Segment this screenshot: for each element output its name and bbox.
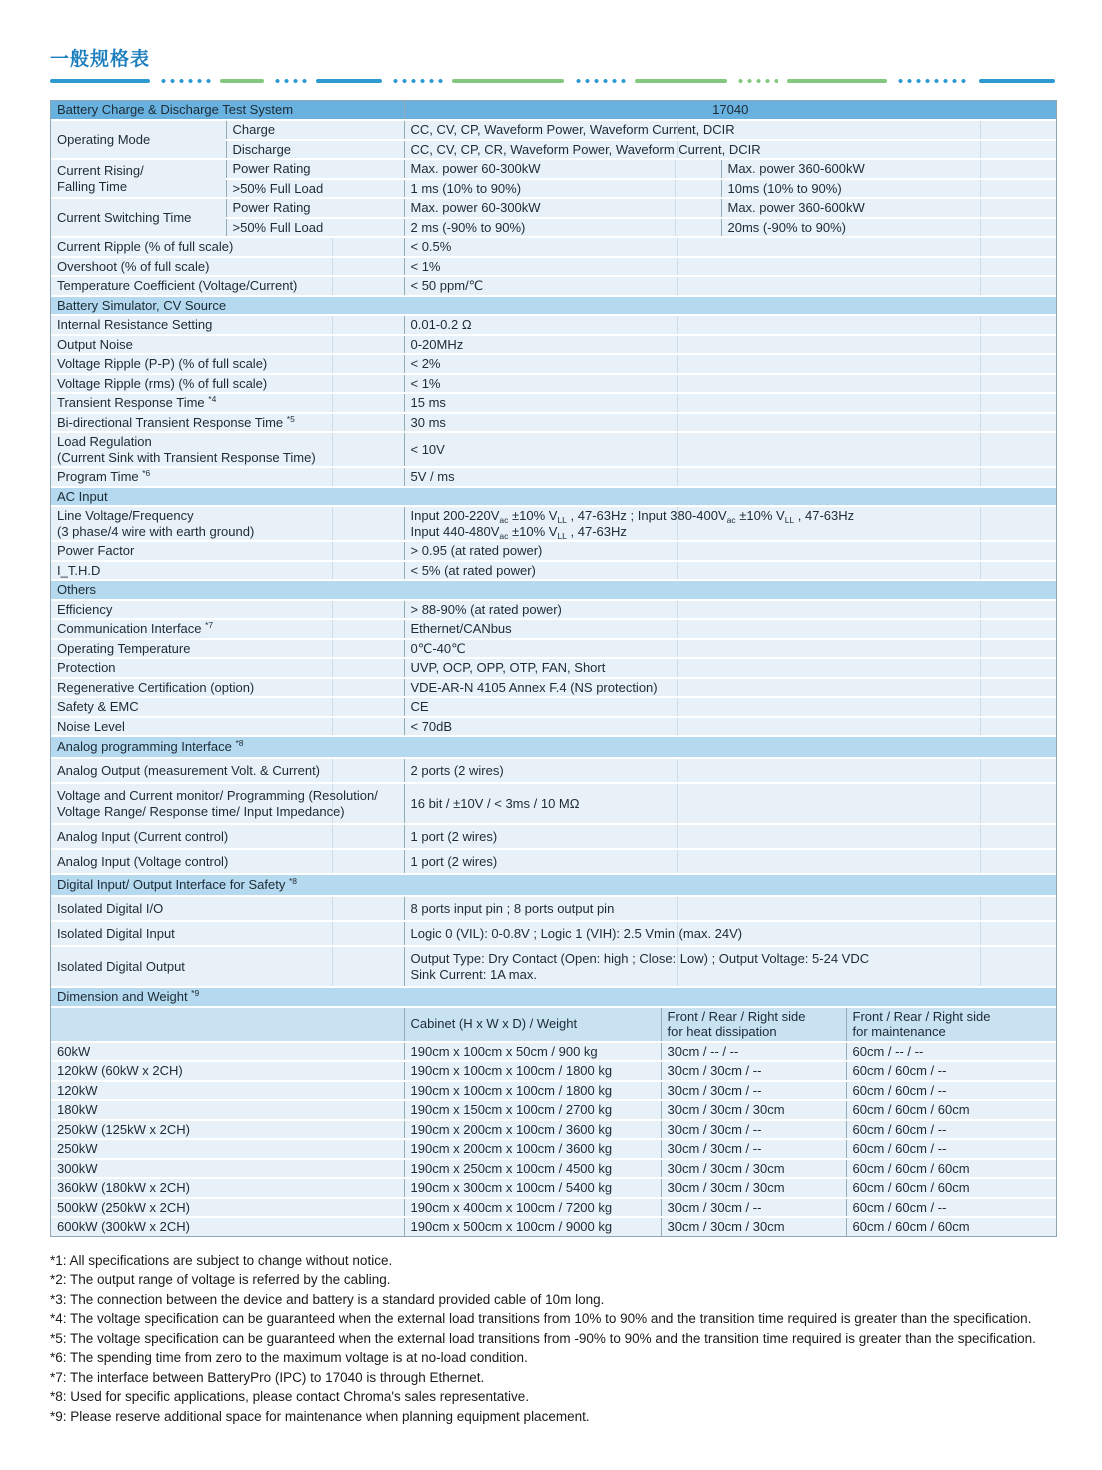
- value-cell: 0.01-0.2 Ω: [404, 315, 1056, 335]
- model-power-cell: 60kW: [51, 1042, 404, 1062]
- sublabel-cell: Power Rating: [226, 159, 404, 179]
- label-cell: Line Voltage/Frequency (3 phase/4 wire with earth ground): [51, 506, 404, 541]
- model-power-cell: 120kW: [51, 1081, 404, 1101]
- spec-row: [51, 758, 1056, 783]
- model-power-cell: 250kW (125kW x 2CH): [51, 1120, 404, 1140]
- footnotes: [50, 1251, 1055, 1427]
- label-cell: Overshoot (% of full scale): [51, 257, 404, 277]
- maintenance-clearance-cell: 60cm / 60cm / 60cm: [846, 1178, 1056, 1198]
- label-cell: Current Rising/ Falling Time: [51, 159, 226, 198]
- maintenance-clearance-cell: 60cm / 60cm / --: [846, 1198, 1056, 1218]
- heat-clearance-cell: 30cm / 30cm / --: [661, 1139, 846, 1159]
- table-title-row: [51, 101, 1056, 120]
- spec-row: [51, 600, 1056, 620]
- spec-row: [51, 432, 1056, 467]
- heat-clearance-cell: 30cm / 30cm / 30cm: [661, 1159, 846, 1179]
- value-cell: 16 bit / ±10V / < 3ms / 10 MΩ: [404, 783, 1056, 824]
- model-power-cell: 180kW: [51, 1100, 404, 1120]
- footnote: *1: All specifications are subject to change without notice.: [50, 1252, 393, 1268]
- value-cell: < 5% (at rated power): [404, 561, 1056, 581]
- heat-clearance-cell: 30cm / 30cm / 30cm: [661, 1178, 846, 1198]
- value-cell: 2 ports (2 wires): [404, 758, 1056, 783]
- value-cell: < 10V: [404, 432, 1056, 467]
- label-cell: Communication Interface $^{*7}$: [51, 619, 404, 639]
- spec-row: [51, 541, 1056, 561]
- value-cell: 5V / ms: [404, 467, 1056, 487]
- section-title-cell: Others: [51, 580, 1056, 600]
- maintenance-clearance-cell: 60cm / 60cm / 60cm: [846, 1217, 1056, 1236]
- label-cell: Voltage Ripple (P-P) (% of full scale): [51, 354, 404, 374]
- spec-row: [51, 946, 1056, 987]
- spec-row: [51, 921, 1056, 946]
- section-header-row: [51, 874, 1056, 896]
- dimension-header-row: [51, 1007, 1056, 1042]
- sublabel-cell: >50% Full Load: [226, 218, 404, 238]
- column-header-cell: Front / Rear / Right side for maintenance: [846, 1007, 1056, 1042]
- spec-row: [51, 896, 1056, 921]
- section-header-row: [51, 988, 1056, 1007]
- dimension-row: [51, 1198, 1056, 1218]
- label-cell: Bi-directional Transient Response Time $^{*5}$: [51, 413, 404, 433]
- spec-row: [51, 198, 1056, 218]
- spec-row: [51, 393, 1056, 413]
- maintenance-clearance-cell: 60cm / -- / --: [846, 1042, 1056, 1062]
- spec-row: [51, 276, 1056, 296]
- label-cell: Analog Input (Current control): [51, 824, 404, 849]
- value-cell: < 70dB: [404, 717, 1056, 737]
- value-cell: VDE-AR-N 4105 Annex F.4 (NS protection): [404, 678, 1056, 698]
- label-cell: Voltage Ripple (rms) (% of full scale): [51, 374, 404, 394]
- value-cell: 1 ms (10% to 90%): [404, 179, 721, 199]
- footnote: *7: The interface between BatteryPro (IPC) to 17040 is through Ethernet.: [50, 1369, 485, 1385]
- spec-row: [51, 824, 1056, 849]
- section-header-row: [51, 580, 1056, 600]
- label-cell: Analog Input (Voltage control): [51, 849, 404, 874]
- footnote: *9: Please reserve additional space for maintenance when planning equipment placement.: [50, 1408, 590, 1424]
- label-cell: Analog Output (measurement Volt. & Current): [51, 758, 404, 783]
- spec-row: [51, 678, 1056, 698]
- page-title: 一般规格表: [50, 49, 151, 70]
- spec-row: [51, 506, 1056, 541]
- value-cell: < 1%: [404, 257, 1056, 277]
- heat-clearance-cell: 30cm / 30cm / --: [661, 1120, 846, 1140]
- value-cell: 2 ms (-90% to 90%): [404, 218, 721, 238]
- value-cell: Max. power 360-600kW: [721, 198, 1056, 218]
- model-power-cell: 360kW (180kW x 2CH): [51, 1178, 404, 1198]
- heat-clearance-cell: 30cm / 30cm / 30cm: [661, 1217, 846, 1236]
- dimension-row: [51, 1217, 1056, 1236]
- model-power-cell: 500kW (250kW x 2CH): [51, 1198, 404, 1218]
- spec-row: [51, 561, 1056, 581]
- dimension-row: [51, 1139, 1056, 1159]
- heat-clearance-cell: 30cm / -- / --: [661, 1042, 846, 1062]
- label-cell: Safety & EMC: [51, 697, 404, 717]
- spec-row: [51, 315, 1056, 335]
- label-cell: Output Noise: [51, 335, 404, 355]
- value-cell: 0-20MHz: [404, 335, 1056, 355]
- model-power-cell: 300kW: [51, 1159, 404, 1179]
- cabinet-cell: 190cm x 300cm x 100cm / 5400 kg: [404, 1178, 661, 1198]
- label-cell: I_T.H.D: [51, 561, 404, 581]
- label-cell: Operating Mode: [51, 120, 226, 159]
- label-cell: Isolated Digital Output: [51, 946, 404, 987]
- section-title-cell: Analog programming Interface $^{*8}$: [51, 736, 1056, 758]
- label-cell: Isolated Digital Input: [51, 921, 404, 946]
- label-cell: Transient Response Time $^{*4}$: [51, 393, 404, 413]
- value-cell: < 0.5%: [404, 237, 1056, 257]
- spec-row: [51, 619, 1056, 639]
- label-cell: Noise Level: [51, 717, 404, 737]
- spec-table-dimensions: [51, 988, 1056, 1236]
- footnote: *5: The voltage specification can be guaranteed when the external load transitions from -90% to 90% and the transition time required is greater than the specification.: [50, 1330, 1036, 1346]
- value-cell: > 88-90% (at rated power): [404, 600, 1056, 620]
- dimension-row: [51, 1100, 1056, 1120]
- label-cell: Isolated Digital I/O: [51, 896, 404, 921]
- sublabel-cell: Power Rating: [226, 198, 404, 218]
- dimension-row: [51, 1061, 1056, 1081]
- section-header-row: [51, 296, 1056, 316]
- value-cell: Max. power 360-600kW: [721, 159, 1056, 179]
- value-cell: 15 ms: [404, 393, 1056, 413]
- diagonal-blank-cell: [51, 1007, 404, 1042]
- model-power-cell: 600kW (300kW x 2CH): [51, 1217, 404, 1236]
- column-header-cell: Front / Rear / Right side for heat dissipation: [661, 1007, 846, 1042]
- footnote: *2: The output range of voltage is referred by the cabling.: [50, 1272, 391, 1287]
- label-cell: Internal Resistance Setting: [51, 315, 404, 335]
- footnote: *3: The connection between the device and battery is a standard provided cable of 10m long.: [50, 1291, 605, 1307]
- cabinet-cell: 190cm x 250cm x 100cm / 4500 kg: [404, 1159, 661, 1179]
- heat-clearance-cell: 30cm / 30cm / --: [661, 1061, 846, 1081]
- model-number-cell: 17040: [404, 101, 1056, 120]
- spec-row: [51, 467, 1056, 487]
- spec-row: [51, 697, 1056, 717]
- label-cell: Power Factor: [51, 541, 404, 561]
- spec-row: [51, 237, 1056, 257]
- value-cell: UVP, OCP, OPP, OTP, FAN, Short: [404, 658, 1056, 678]
- cabinet-cell: 190cm x 100cm x 50cm / 900 kg: [404, 1042, 661, 1062]
- maintenance-clearance-cell: 60cm / 60cm / --: [846, 1139, 1056, 1159]
- label-cell: Current Ripple (% of full scale): [51, 237, 404, 257]
- maintenance-clearance-cell: 60cm / 60cm / --: [846, 1120, 1056, 1140]
- product-name-cell: Battery Charge & Discharge Test System: [51, 101, 404, 120]
- value-cell: 30 ms: [404, 413, 1056, 433]
- label-cell: Voltage and Current monitor/ Programming (Resolution/ Voltage Range/ Response time/ Input Impedance): [51, 783, 404, 824]
- spec-row: [51, 658, 1056, 678]
- label-cell: Load Regulation (Current Sink with Transient Response Time): [51, 432, 404, 467]
- maintenance-clearance-cell: 60cm / 60cm / --: [846, 1061, 1056, 1081]
- footnote: *8: Used for specific applications, please contact Chroma's sales representative.: [50, 1389, 530, 1404]
- cabinet-cell: 190cm x 200cm x 100cm / 3600 kg: [404, 1139, 661, 1159]
- sublabel-cell: >50% Full Load: [226, 179, 404, 199]
- value-cell: CC, CV, CP, Waveform Power, Waveform Current, DCIR: [404, 120, 1056, 140]
- spec-row: [51, 159, 1056, 179]
- spec-row: [51, 335, 1056, 355]
- model-power-cell: 120kW (60kW x 2CH): [51, 1061, 404, 1081]
- section-header-row: [51, 736, 1056, 758]
- spec-row: [51, 354, 1056, 374]
- value-cell: Ethernet/CANbus: [404, 619, 1056, 639]
- footnote: *6: The spending time from zero to the maximum voltage is at no-load condition.: [50, 1350, 528, 1365]
- value-cell: 0℃-40℃: [404, 639, 1056, 659]
- dimension-row: [51, 1042, 1056, 1062]
- spec-row: [51, 374, 1056, 394]
- spec-row: [51, 639, 1056, 659]
- value-cell: < 1%: [404, 374, 1056, 394]
- spec-row: [51, 120, 1056, 140]
- value-cell: 20ms (-90% to 90%): [721, 218, 1056, 238]
- sublabel-cell: Charge: [226, 120, 404, 140]
- dimension-row: [51, 1159, 1056, 1179]
- value-cell: 1 port (2 wires): [404, 824, 1056, 849]
- value-cell: Input $200-220V_{ac} \pm 10\%$ $V_{LL}$ , 47-63Hz ; Input $380-400V_{ac} \pm 10\%$ $V_{LL}$ , 47-63Hz Input $440-480V_{ac} \pm 10\%$ $V_{LL}$ , 47-63Hz: [404, 506, 1056, 541]
- section-title-cell: Digital Input/ Output Interface for Safety $^{*8}$: [51, 874, 1056, 896]
- dimension-row: [51, 1081, 1056, 1101]
- value-cell: < 50 ppm/℃: [404, 276, 1056, 296]
- maintenance-clearance-cell: 60cm / 60cm / --: [846, 1081, 1056, 1101]
- cabinet-cell: 190cm x 500cm x 100cm / 9000 kg: [404, 1217, 661, 1236]
- heat-clearance-cell: 30cm / 30cm / --: [661, 1198, 846, 1218]
- dimension-row: [51, 1178, 1056, 1198]
- decorative-divider: [50, 78, 1055, 83]
- heat-clearance-cell: 30cm / 30cm / 30cm: [661, 1100, 846, 1120]
- value-cell: CE: [404, 697, 1056, 717]
- footnote: *4: The voltage specification can be guaranteed when the external load transitions from 10% to 90% and the transition time required is greater than the specification.: [50, 1311, 1032, 1326]
- value-cell: Output Type: Dry Contact (Open: high ; Close: Low) ; Output Voltage: 5-24 VDC Sink Current: 1A max.: [404, 946, 1056, 987]
- heat-clearance-cell: 30cm / 30cm / --: [661, 1081, 846, 1101]
- label-cell: Current Switching Time: [51, 198, 226, 237]
- spec-table: [50, 100, 1057, 1237]
- value-cell: Max. power 60-300kW: [404, 159, 721, 179]
- label-cell: Program Time $^{*6}$: [51, 467, 404, 487]
- cabinet-cell: 190cm x 100cm x 100cm / 1800 kg: [404, 1061, 661, 1081]
- label-cell: Protection: [51, 658, 404, 678]
- spec-row: [51, 257, 1056, 277]
- maintenance-clearance-cell: 60cm / 60cm / 60cm: [846, 1100, 1056, 1120]
- column-header-cell: Cabinet (H x W x D) / Weight: [404, 1007, 661, 1042]
- maintenance-clearance-cell: 60cm / 60cm / 60cm: [846, 1159, 1056, 1179]
- value-cell: CC, CV, CP, CR, Waveform Power, Waveform Current, DCIR: [404, 140, 1056, 160]
- spec-row: [51, 783, 1056, 824]
- spec-table-main: [51, 101, 1056, 988]
- value-cell: Logic 0 (VIL): 0-0.8V ; Logic 1 (VIH): 2.5 Vmin (max. 24V): [404, 921, 1056, 946]
- label-cell: Operating Temperature: [51, 639, 404, 659]
- cabinet-cell: 190cm x 200cm x 100cm / 3600 kg: [404, 1120, 661, 1140]
- label-cell: Regenerative Certification (option): [51, 678, 404, 698]
- model-power-cell: 250kW: [51, 1139, 404, 1159]
- section-title-cell: Battery Simulator, CV Source: [51, 296, 1056, 316]
- value-cell: 8 ports input pin ; 8 ports output pin: [404, 896, 1056, 921]
- dimension-row: [51, 1120, 1056, 1140]
- cabinet-cell: 190cm x 400cm x 100cm / 7200 kg: [404, 1198, 661, 1218]
- label-cell: Efficiency: [51, 600, 404, 620]
- value-cell: Max. power 60-300kW: [404, 198, 721, 218]
- label-cell: Temperature Coefficient (Voltage/Current): [51, 276, 404, 296]
- value-cell: > 0.95 (at rated power): [404, 541, 1056, 561]
- section-header-row: [51, 487, 1056, 507]
- section-title-cell: AC Input: [51, 487, 1056, 507]
- cabinet-cell: 190cm x 150cm x 100cm / 2700 kg: [404, 1100, 661, 1120]
- spec-row: [51, 413, 1056, 433]
- value-cell: 10ms (10% to 90%): [721, 179, 1056, 199]
- spec-row: [51, 717, 1056, 737]
- sublabel-cell: Discharge: [226, 140, 404, 160]
- value-cell: < 2%: [404, 354, 1056, 374]
- value-cell: 1 port (2 wires): [404, 849, 1056, 874]
- spec-row: [51, 849, 1056, 874]
- section-title-cell: Dimension and Weight $^{*9}$: [51, 988, 1056, 1007]
- cabinet-cell: 190cm x 100cm x 100cm / 1800 kg: [404, 1081, 661, 1101]
